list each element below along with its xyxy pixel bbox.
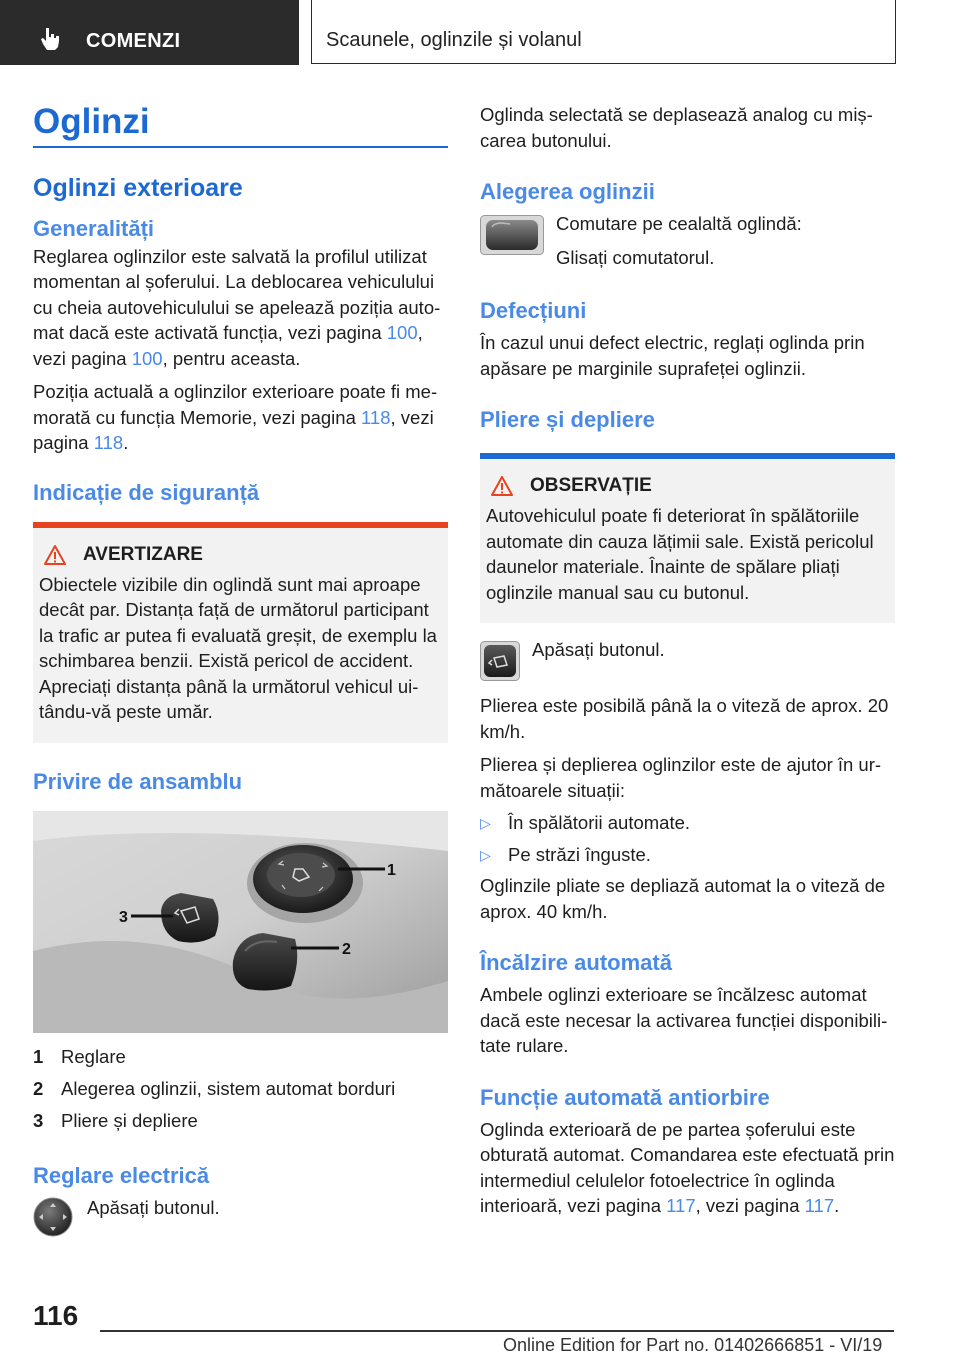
fold-button-row: [480, 641, 895, 681]
warning-text: Obiectele vizibile din oglindă sunt mai aproape decât par. Distanța față de următorul participant la trafic ar putea fi evaluată greșit, de exemplu la schimbarea benzii. Există pericol de accident. Apreciați distanța până la următorul vehicul ui-tându-vă peste umăr.: [39, 573, 437, 722]
bullet-triangle-icon: ▷: [480, 815, 491, 831]
heading-fold: Pliere și depliere: [480, 407, 655, 432]
list-item: ▷ În spălătorii automate.: [480, 807, 895, 839]
legend-item: 2 Alegerea oglinzii, sistem automat borduri: [33, 1077, 396, 1099]
section-tab[interactable]: [0, 0, 299, 65]
title-rule: [33, 146, 448, 148]
left-column: [33, 100, 448, 1237]
four-way-adjust-button-icon: [33, 1197, 73, 1237]
faults-text: În cazul unui defect electric, reglați oglinda prin apăsare pe marginile suprafeței oglinzii.: [480, 332, 865, 379]
page-link-118-b[interactable]: 118: [93, 432, 124, 453]
fold-speed-text: Plierea este posibilă până la o viteză de aprox. 20 km/h.: [480, 695, 889, 742]
general-paragraph-2: Poziția actuală a oglinzilor exterioare poate fi me-morată cu funcția Memorie, vezi pagina 118, vezi pagina 118.: [33, 381, 438, 453]
select-mirror-line-1: Comutare pe cealaltă oglindă:: [556, 213, 802, 234]
general-paragraph-1: Reglarea oglinzilor este salvată la profilul utilizat momentan al șoferului. La deblocarea vehiculului cu cheia autovehiculului se apelează poziția auto-mat dacă este activată funcția, vezi pagina 100, vezi pagina 100, pentru aceasta.: [33, 245, 441, 369]
electric-adjust-row: [33, 1197, 448, 1237]
heading-anti-glare: Funcție automată antiorbire: [480, 1084, 770, 1110]
list-item: ▷ Pe străzi înguste.: [480, 839, 895, 871]
section-heading-exterior-mirrors: Oglinzi exterioare: [33, 173, 243, 202]
heading-faults: Defecțiuni: [480, 298, 587, 323]
callout-2: 2: [342, 940, 351, 958]
anti-glare-text: Oglinda exterioară de pe partea șoferului este obturată automat. Comandarea este efectuată prin intermediul celulelor fotoelectrice în oglinda interioară, vezi pagina 117, vezi pagina 117.: [480, 1118, 895, 1216]
hand-pointer-icon: [38, 26, 64, 57]
mirror-controls-photo: [33, 811, 448, 1033]
mirror-movement-text: Oglinda selectată se deplasează analog cu miș-carea butonului.: [480, 104, 873, 151]
fold-situations-text: Plierea și deplierea oglinzilor este de ajutor în ur-mătoarele situații:: [480, 754, 882, 801]
section-label: COMENZI: [86, 30, 181, 52]
warning-triangle-icon: [43, 544, 67, 566]
legend-item: 3 Pliere și depliere: [33, 1109, 198, 1131]
note-title: OBSERVAȚIE: [486, 475, 887, 497]
chapter-title: Scaunele, oglinzile și volanul: [326, 29, 582, 51]
callout-1: 1: [387, 861, 396, 879]
heading-safety: Indicație de siguranță: [33, 479, 260, 505]
select-mirror-row: [480, 215, 895, 270]
footer-rule: [100, 1330, 894, 1332]
heading-auto-heating: Încălzire automată: [480, 950, 672, 975]
page-title: Oglinzi: [33, 102, 150, 141]
page-link-100[interactable]: 100: [386, 322, 418, 343]
chapter-header: [311, 0, 896, 64]
heading-electric-adjust: Reglare electrică: [33, 1162, 210, 1188]
fold-button-text: Apăsați butonul.: [532, 639, 665, 660]
right-column: [480, 100, 895, 1219]
page-link-117-b[interactable]: 117: [804, 1195, 835, 1216]
select-mirror-line-2: Glisați comutatorul.: [556, 246, 715, 268]
page-link-118[interactable]: 118: [361, 406, 391, 428]
callout-3: 3: [119, 908, 128, 926]
warning-triangle-icon: [490, 475, 514, 497]
warning-title: AVERTIZARE: [39, 544, 440, 566]
auto-heating-text: Ambele oglinzi exterioare se încălzesc automat dacă este necesar la activarea funcției disponibili-tate rulare.: [480, 984, 888, 1056]
heading-general: Generalități: [33, 215, 155, 241]
footer-edition: Online Edition for Part no. 01402666851 - VI/19: [503, 1335, 883, 1355]
warning-box: [33, 522, 448, 743]
electric-adjust-text: Apăsați butonul.: [87, 1196, 220, 1218]
heading-select-mirror: Alegerea oglinzii: [480, 179, 655, 204]
legend-item: 1 Reglare: [33, 1045, 126, 1067]
note-box: [480, 453, 895, 623]
unfold-speed-text: Oglinzile pliate se depliază automat la o viteză de aprox. 40 km/h.: [480, 875, 886, 922]
heading-overview: Privire de ansamblu: [33, 768, 243, 794]
page-number: 116: [33, 1300, 79, 1331]
note-text: Autovehiculul poate fi deteriorat în spălătoriile automate din cauza lățimii sale. Există pericolul daunelor materiale. Înainte de spălare pliați oglinzile manual sau cu butonul.: [486, 505, 874, 603]
bullet-triangle-icon: ▷: [480, 847, 491, 863]
page-link-117[interactable]: 117: [666, 1195, 696, 1216]
mirror-selector-switch-icon: [480, 215, 544, 255]
page-link-100-b[interactable]: 100: [131, 347, 163, 369]
fold-bullet-list: [480, 807, 895, 871]
fold-mirror-button-icon: [480, 641, 520, 681]
photo-legend: [33, 1041, 448, 1137]
